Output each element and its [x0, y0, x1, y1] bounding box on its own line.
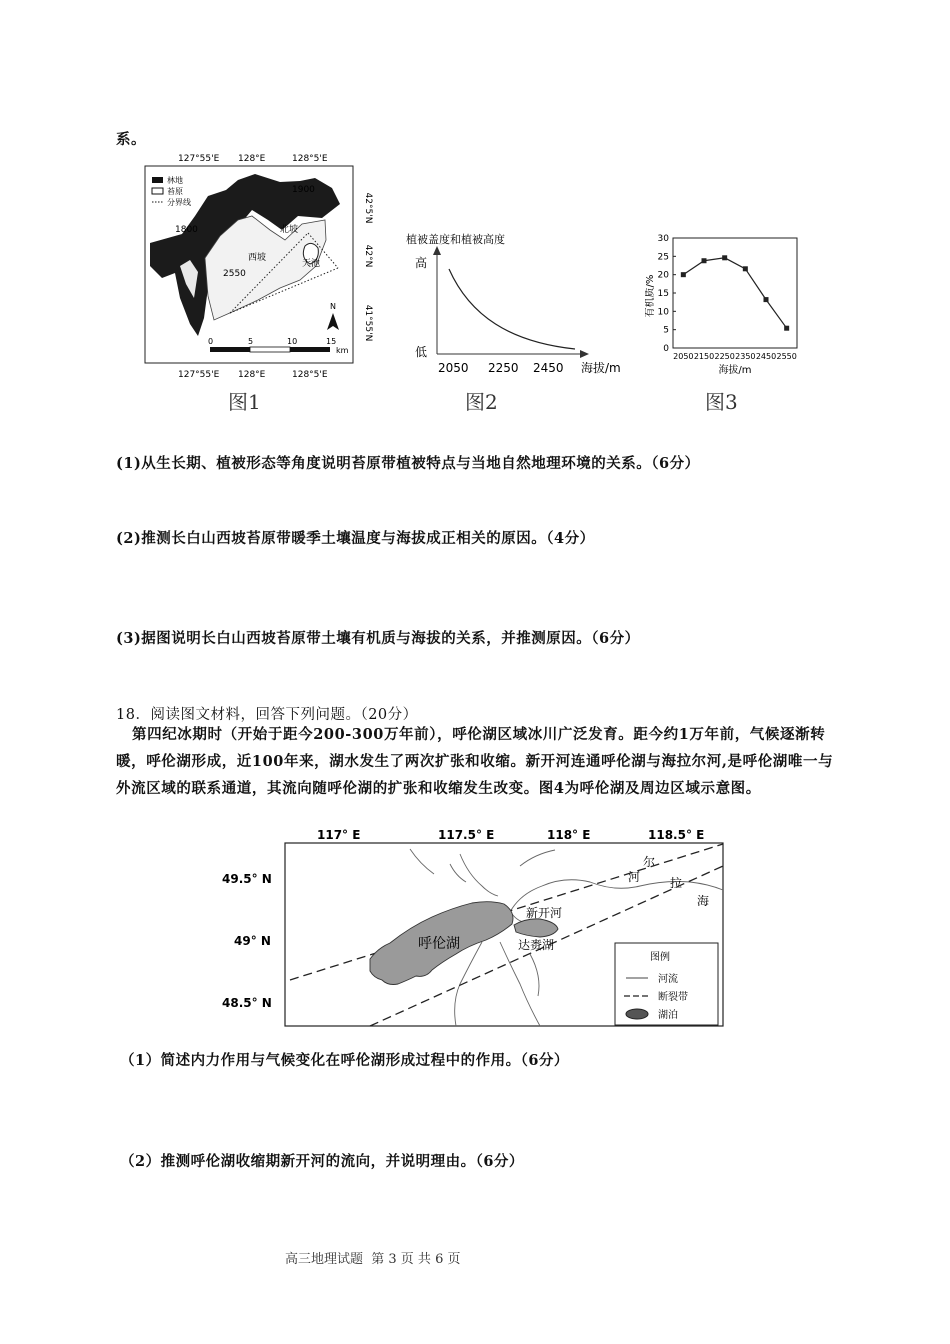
q17-part3: (3)据图说明长白山西坡苔原带土壤有机质与海拔的关系，并推测原因。（6分）	[116, 630, 640, 647]
fig2-x-label: 海拔/m	[581, 361, 621, 375]
fig2-y-arrow-icon	[433, 246, 441, 255]
fig3-x-ticks	[673, 352, 797, 361]
label-tianchi: 天池	[302, 259, 321, 269]
fig3-frame	[673, 238, 797, 348]
fig4-lon-1: 117° E	[317, 828, 361, 842]
fig3-x-tick-label: 2250	[714, 352, 735, 361]
figure-3-chart	[645, 228, 825, 378]
fig2-caption: 图2	[465, 390, 498, 414]
fig1-lat-1: 42°5'N	[363, 192, 373, 224]
fig1-lon-bottom-2: 128°E	[238, 370, 266, 380]
fig4-legend-river: 河流	[658, 974, 678, 985]
fig3-data-point	[784, 326, 789, 331]
fig2-title: 植被盖度和植被高度	[406, 233, 505, 246]
q17-part2: (2)推测长白山西坡苔原带暖季土壤温度与海拔成正相关的原因。（4分）	[116, 530, 595, 547]
fig3-data-point	[743, 266, 748, 271]
hailar-char-3: 拉	[670, 876, 683, 890]
fig3-data-point	[764, 297, 769, 302]
scale-10: 10	[287, 337, 298, 346]
label-west-slope: 西坡	[248, 253, 267, 263]
fig4-legend-fault: 断裂带	[658, 992, 688, 1003]
fig4-lon-3: 118° E	[547, 828, 591, 842]
scale-0: 0	[208, 337, 214, 346]
intro-fragment: 系。	[116, 131, 146, 148]
fig4-lat-1: 49.5° N	[222, 872, 272, 886]
fig4-lat-3: 48.5° N	[222, 996, 272, 1010]
fig2-curve	[449, 269, 575, 349]
fig3-y-tick-label: 0	[663, 344, 669, 354]
legend-tundra: 苔原	[167, 187, 183, 196]
fig1-caption: 图1	[228, 390, 261, 414]
fig3-data-point	[681, 272, 686, 277]
fig3-data-point	[722, 255, 727, 260]
fig3-x-tick-label: 2050	[673, 352, 694, 361]
fig1-lon-bottom-3: 128°5'E	[292, 370, 328, 380]
xinkai-river-label: 新开河	[526, 906, 563, 920]
q18-material: 第四纪冰期时（开始于距今200-300万年前），呼伦湖区域冰川广泛发育。距今约1万年前，气候逐渐转暖，呼伦湖形成，近100年来，湖水发生了两次扩张和收缩。新开河连通呼伦湖与海拉尔河,是呼伦湖唯一与外流区域的联系通道，其流向随呼伦湖的扩张和收缩发生改变。图4为呼伦湖及周边区域示意图。	[116, 726, 834, 797]
fig3-y-label: 有机质/%	[645, 274, 656, 318]
fig3-y-tick-label: 5	[663, 325, 669, 336]
fig2-x-tick-2: 2250	[488, 361, 519, 375]
scale-seg-3	[290, 347, 330, 352]
figure-4-map	[220, 824, 730, 1034]
fig3-x-tick-label: 2550	[776, 352, 797, 361]
elev-1800: 1800	[175, 225, 198, 235]
fig1-lon-top-3: 128°5'E	[292, 154, 328, 164]
scale-15: 15	[326, 337, 337, 346]
hailar-char-4: 海	[697, 894, 710, 908]
legend-lake-swatch	[626, 1009, 648, 1019]
page-footer: 高三地理试题 第 3 页 共 6 页	[285, 1252, 461, 1267]
fig3-y-tick-label: 20	[657, 270, 669, 281]
fig1-lat-2: 42°N	[363, 244, 373, 268]
fig1-lon-top-2: 128°E	[238, 154, 266, 164]
fig3-y-tick-label: 30	[657, 234, 669, 244]
figure-2-chart	[400, 228, 640, 378]
fig3-x-tick-label: 2150	[693, 352, 715, 361]
fig4-lon-4: 118.5° E	[648, 828, 705, 842]
fig3-series-line	[683, 258, 786, 328]
fig2-x-tick-3: 2450	[533, 361, 564, 375]
fig3-x-label: 海拔/m	[718, 365, 752, 376]
scale-seg-2	[250, 347, 290, 352]
fig1-lat-3: 41°55'N	[363, 304, 373, 342]
legend-forest: 林地	[167, 176, 183, 185]
hulun-lake-label: 呼伦湖	[418, 936, 460, 952]
fig4-legend-lake: 湖泊	[658, 1010, 678, 1021]
dalai-lake-label: 达赉湖	[518, 938, 555, 952]
fig3-x-tick-label: 2450	[755, 352, 777, 361]
fig4-lon-2: 117.5° E	[438, 828, 495, 842]
fig3-y-tick-label: 15	[657, 289, 669, 299]
fig3-y-tick-label: 25	[657, 252, 669, 263]
scale-unit: km	[336, 346, 349, 355]
fig3-caption: 图3	[705, 390, 738, 414]
label-north-slope: 北坡	[280, 225, 299, 235]
fig3-y-tick-label: 10	[657, 307, 669, 318]
q18-title: 18．阅读图文材料，回答下列问题。（20分）	[116, 707, 418, 723]
figure-1-map	[120, 148, 380, 418]
north-label: N	[330, 302, 336, 311]
fig1-lon-top-1: 127°55'E	[178, 154, 220, 164]
legend-boundary: 分界线	[167, 198, 191, 207]
fig2-y-low: 低	[415, 345, 428, 359]
q17-part1: (1)从生长期、植被形态等角度说明苔原带植被特点与当地自然地理环境的关系。（6分）	[116, 455, 700, 472]
elev-2550: 2550	[223, 269, 246, 279]
fig3-points	[681, 255, 789, 330]
fig2-x-tick-1: 2050	[438, 361, 469, 375]
q18-part2: （2）推测呼伦湖收缩期新开河的流向，并说明理由。（6分）	[120, 1153, 524, 1170]
hailar-char-1: 河	[628, 870, 641, 884]
fig1-lon-bottom-1: 127°55'E	[178, 370, 220, 380]
hailar-char-2: 尔	[643, 855, 656, 869]
elev-1900: 1900	[292, 185, 315, 195]
fig4-legend-title: 图例	[650, 952, 670, 963]
fig3-data-point	[702, 258, 707, 263]
fig2-y-high: 高	[415, 256, 428, 270]
fig2-x-arrow-icon	[580, 350, 589, 358]
legend-forest-swatch	[152, 177, 163, 183]
fig4-lat-2: 49° N	[234, 934, 271, 948]
scale-5: 5	[248, 337, 254, 346]
q18-part1: （1）简述内力作用与气候变化在呼伦湖形成过程中的作用。（6分）	[120, 1052, 569, 1069]
scale-seg-1	[210, 347, 250, 352]
fig3-x-tick-label: 2350	[735, 352, 756, 361]
legend-tundra-swatch	[152, 188, 163, 194]
